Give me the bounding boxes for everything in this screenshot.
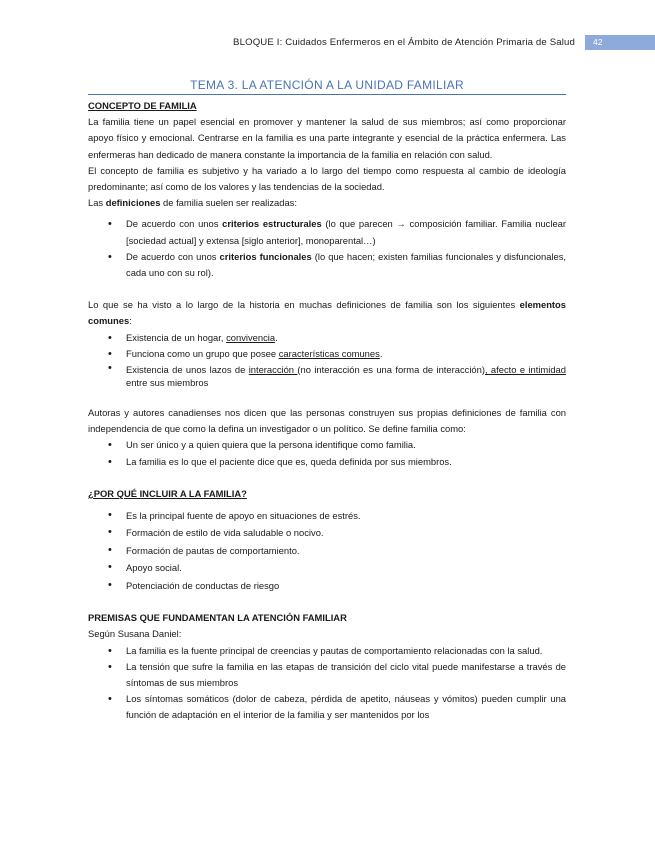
- list-item: • Apoyo social.: [88, 559, 566, 576]
- list-define-familia: [88, 437, 566, 469]
- list-elementos: [88, 330, 566, 389]
- list-por-que: [88, 507, 566, 594]
- paragraph-segun-autora: Según Susana Daniel:: [88, 628, 182, 640]
- list-item: • Un ser único y a quien quiera que la persona identifique como familia.: [88, 437, 566, 453]
- page-number-badge: 42: [585, 35, 655, 50]
- heading-concepto-familia: CONCEPTO DE FAMILIA: [88, 100, 197, 111]
- list-item: • Funciona como un grupo que posee características comunes.: [88, 346, 566, 362]
- list-item: • La familia es lo que el paciente dice que es, queda definida por sus miembros.: [88, 454, 566, 470]
- list-premisas: [88, 643, 566, 724]
- list-item: • Formación de pautas de comportamiento.: [88, 542, 566, 559]
- list-item: • Formación de estilo de vida saludable o nocivo.: [88, 524, 566, 541]
- list-item: • Potenciación de conductas de riesgo: [88, 577, 566, 594]
- paragraph-familia-papel: La familia tiene un papel esencial en promover y mantener la salud de sus miembros; así como proporcionar apoyo físico y emocional. Centrarse en la familia es una parte integrante y esencial de la práctica enfermera. Las enfermeras han dedicado de manera constante la importancia de la familia en relación con salud.: [88, 116, 566, 160]
- list-item: • Es la principal fuente de apoyo en situaciones de estrés.: [88, 507, 566, 524]
- list-item: • Existencia de un hogar, convivencia.: [88, 330, 566, 346]
- list-item: • De acuerdo con unos criterios funcionales (lo que hacen; existen familias funcionales y disfuncionales, cada uno con su rol).: [88, 249, 566, 281]
- heading-por-que-incluir: ¿POR QUÉ INCLUIR A LA FAMILIA?: [88, 487, 247, 499]
- page-title: TEMA 3. LA ATENCIÓN A LA UNIDAD FAMILIAR: [190, 78, 464, 92]
- paragraph-elementos-comunes: Lo que se ha visto a lo largo de la historia en muchas definiciones de familia son los siguientes elementos comunes:: [88, 299, 566, 327]
- list-item: • Los síntomas somáticos (dolor de cabeza, pérdida de apetito, náuseas y vómitos) pueden cumplir una función de adaptación en el interior de la familia y ser mantenidos por los: [88, 691, 566, 723]
- paragraph-definiciones: Las definiciones de familia suelen ser realizadas:: [88, 197, 297, 209]
- list-item: • La tensión que sufre la familia en las etapas de transición del ciclo vital puede manifestarse a través de síntomas de sus miembros: [88, 659, 566, 691]
- running-header: BLOQUE I: Cuidados Enfermeros en el Ámbito de Atención Primaria de Salud: [233, 37, 575, 48]
- paragraph-autores-canadienses: Autoras y autores canadienses nos dicen que las personas construyen sus propias definiciones de familia con independencia de que como la defina un investigador o un político. Se define familia como:: [88, 407, 566, 435]
- list-criterios: [88, 216, 566, 281]
- title-underline: [88, 94, 566, 95]
- heading-premisas: PREMISAS QUE FUNDAMENTAN LA ATENCIÓN FAMILIAR: [88, 612, 347, 624]
- list-item: • La familia es la fuente principal de creencias y pautas de comportamiento relacionadas con la salud.: [88, 643, 566, 659]
- document-body: [88, 98, 566, 724]
- paragraph-concepto-subjetivo: El concepto de familia es subjetivo y ha variado a lo largo del tiempo como respuesta al cambio de ideología predominante; así como de los valores y las tendencias de la sociedad.: [88, 164, 566, 193]
- list-item: • De acuerdo con unos criterios estructurales (lo que parecen → composición familiar. Familia nuclear [sociedad actual] y extensa [siglo anterior], monoparental…): [88, 216, 566, 248]
- list-item: • Existencia de unos lazos de interacción (no interacción es una forma de interacción), afecto e intimidad entre sus miembros: [88, 362, 566, 389]
